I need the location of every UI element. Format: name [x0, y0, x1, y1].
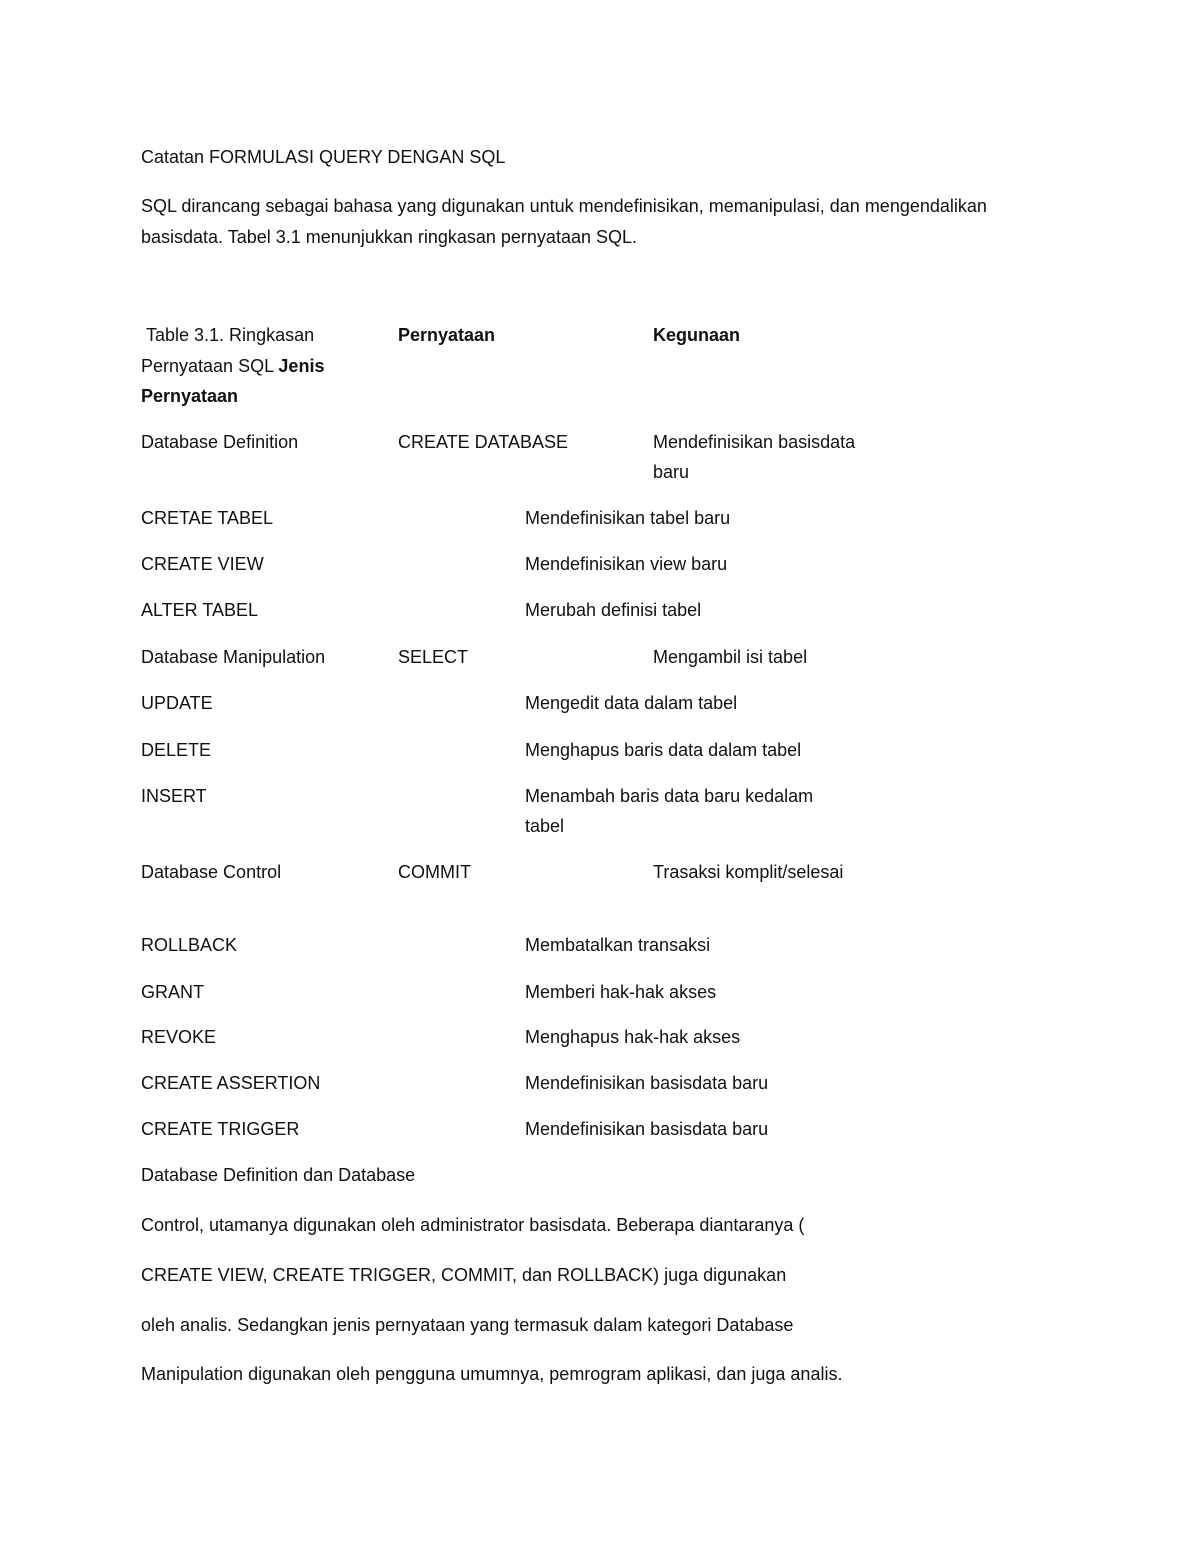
table-cell-statement: CREATE TRIGGER [141, 1119, 300, 1139]
table-cell-statement: INSERT [141, 786, 207, 806]
table-cell-type: Database Manipulation [141, 647, 326, 667]
table-cell-usage: Mendefinisikan basisdata [653, 432, 856, 452]
table-cell-usage-cont: baru [653, 462, 690, 482]
table-cell-usage: Mendefinisikan tabel baru [525, 508, 731, 528]
closing-line-4: oleh analis. Sedangkan jenis pernyataan yang termasuk dalam kategori Database [141, 1315, 794, 1335]
table-cell-statement: ALTER TABEL [141, 600, 259, 620]
table-cell-usage: Mengambil isi tabel [653, 647, 808, 667]
intro-paragraph-line-2: basisdata. Tabel 3.1 menunjukkan ringkasan pernyataan SQL. [141, 227, 637, 247]
table-cell-usage: Menambah baris data baru kedalam [525, 786, 814, 806]
table-cell-statement: REVOKE [141, 1027, 217, 1047]
table-cell-usage: Mengedit data dalam tabel [525, 693, 738, 713]
closing-line-5: Manipulation digunakan oleh pengguna umumnya, pemrogram aplikasi, dan juga analis. [141, 1364, 843, 1384]
table-header-type: Jenis [278, 356, 325, 376]
table-cell-statement: COMMIT [398, 862, 471, 882]
closing-line-1: Database Definition dan Database [141, 1165, 416, 1185]
table-cell-usage: Memberi hak-hak akses [525, 982, 717, 1002]
table-cell-usage-cont: tabel [525, 816, 565, 836]
table-caption-line-1: Table 3.1. Ringkasan [146, 325, 315, 345]
table-cell-usage: Mendefinisikan basisdata baru [525, 1073, 769, 1093]
closing-line-3: CREATE VIEW, CREATE TRIGGER, COMMIT, dan ROLLBACK) juga digunakan [141, 1265, 787, 1285]
table-cell-usage: Mendefinisikan basisdata baru [525, 1119, 769, 1139]
table-cell-usage: Menghapus hak-hak akses [525, 1027, 741, 1047]
table-cell-usage: Mendefinisikan view baru [525, 554, 728, 574]
table-header-type-cont: Pernyataan [141, 386, 239, 406]
table-cell-type: Database Definition [141, 432, 299, 452]
table-cell-type: Database Control [141, 862, 282, 882]
table-cell-statement: SELECT [398, 647, 469, 667]
table-cell-statement: CREATE ASSERTION [141, 1073, 321, 1093]
table-cell-statement: GRANT [141, 982, 204, 1002]
table-cell-statement: UPDATE [141, 693, 213, 713]
document-title: Catatan FORMULASI QUERY DENGAN SQL [141, 147, 506, 167]
table-cell-usage: Membatalkan transaksi [525, 935, 711, 955]
table-caption-line-2 [141, 351, 324, 381]
table-cell-statement: ROLLBACK [141, 935, 238, 955]
table-cell-statement: CREATE DATABASE [398, 432, 569, 452]
closing-line-2: Control, utamanya digunakan oleh administrator basisdata. Beberapa diantaranya ( [141, 1215, 805, 1235]
table-cell-usage: Menghapus baris data dalam tabel [525, 740, 802, 760]
table-caption-text: Pernyataan SQL [141, 356, 279, 376]
intro-paragraph-line-1: SQL dirancang sebagai bahasa yang digunakan untuk mendefinisikan, memanipulasi, dan mengendalikan [141, 196, 987, 216]
table-cell-statement: DELETE [141, 740, 212, 760]
table-header-usage: Kegunaan [653, 325, 741, 345]
table-cell-statement: CRETAE TABEL [141, 508, 274, 528]
table-cell-usage: Trasaksi komplit/selesai [653, 862, 844, 882]
table-header-statement: Pernyataan [398, 325, 496, 345]
table-cell-usage: Merubah definisi tabel [525, 600, 702, 620]
table-cell-statement: CREATE VIEW [141, 554, 264, 574]
